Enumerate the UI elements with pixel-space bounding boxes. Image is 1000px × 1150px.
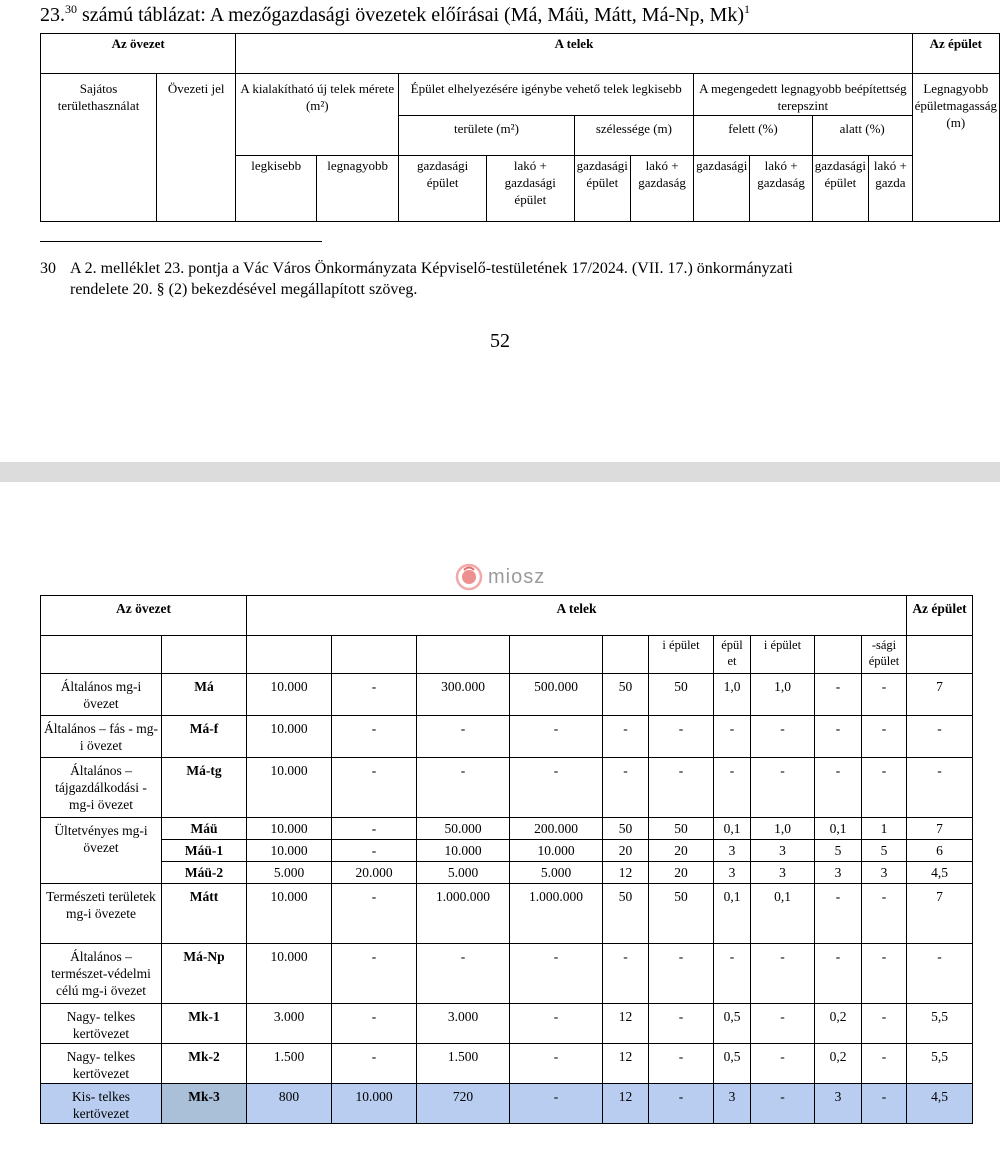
zone-code-cell: Máü-1 (162, 840, 247, 862)
value-cell: 3 (751, 840, 815, 862)
value-cell: 0,1 (751, 884, 815, 944)
value-cell: - (332, 716, 417, 758)
table-row (41, 944, 973, 1004)
value-cell: - (862, 674, 907, 716)
value-cell: - (649, 1044, 714, 1084)
footnote-line-1: A 2. melléklet 23. pontja a Vác Város Önkormányzata Képviselő-testületének 17/2024. (VII. 17.) önkormányzati (70, 260, 793, 277)
header-above-res: lakó + gazdaság (750, 156, 812, 222)
value-cell: 500.000 (510, 674, 603, 716)
watermark-text: miosz (488, 565, 546, 588)
value-cell: 1.000.000 (417, 884, 510, 944)
value-cell: 50 (603, 818, 649, 840)
value-cell: - (417, 944, 510, 1004)
subheader-cell (603, 636, 649, 674)
value-cell: 10.000 (247, 818, 332, 840)
zone-name-cell: Ültetvényes mg-i övezet (41, 818, 162, 884)
value-cell: - (862, 758, 907, 818)
value-cell: - (332, 884, 417, 944)
zone-name-cell: Általános mg-i övezet (41, 674, 162, 716)
value-cell: 3.000 (417, 1004, 510, 1044)
data-subheader-row (41, 636, 973, 674)
value-cell: - (510, 716, 603, 758)
value-cell: - (862, 1004, 907, 1044)
value-cell: 10.000 (247, 758, 332, 818)
value-cell: - (714, 758, 751, 818)
subheader-cell (907, 636, 973, 674)
header-new-plot (236, 74, 399, 156)
title-footnote-ref-2[interactable]: 1 (744, 2, 750, 16)
value-cell: 800 (247, 1084, 332, 1124)
value-cell: 10.000 (247, 840, 332, 862)
zone-code-cell: Mk-3 (162, 1084, 247, 1124)
header-farm-building: gazdasági épület (399, 156, 487, 222)
subheader-cell: i épület (649, 636, 714, 674)
value-cell: 50 (649, 674, 714, 716)
value-cell: - (751, 1084, 815, 1124)
zone-code-cell: Má-f (162, 716, 247, 758)
header-area: területe (m²) (399, 116, 574, 156)
watermark-logo-icon (454, 562, 484, 592)
subheader-cell (417, 636, 510, 674)
value-cell: - (751, 1004, 815, 1044)
value-cell: - (862, 884, 907, 944)
value-cell: - (649, 758, 714, 818)
header-above: felett (%) (694, 116, 813, 156)
header-below-res: lakó + gazda (869, 156, 913, 222)
zone-code-cell: Mk-1 (162, 1004, 247, 1044)
value-cell: - (510, 944, 603, 1004)
value-cell: - (332, 1004, 417, 1044)
header-above-farm: gazdasági (694, 156, 750, 222)
watermark (454, 562, 545, 592)
value-cell: 12 (603, 862, 649, 884)
value-cell: 12 (603, 1004, 649, 1044)
value-cell: 3 (815, 862, 862, 884)
subheader-cell (510, 636, 603, 674)
value-cell: 50 (603, 884, 649, 944)
value-cell: 5.000 (417, 862, 510, 884)
value-cell: 10.000 (247, 716, 332, 758)
value-cell: 10.000 (332, 1084, 417, 1124)
value-cell: - (603, 716, 649, 758)
subheader-cell (332, 636, 417, 674)
value-cell: 20 (649, 840, 714, 862)
value-cell: 1 (862, 818, 907, 840)
value-cell: 6 (907, 840, 973, 862)
header-largest: legnagyobb (317, 156, 399, 222)
zone-code-cell: Máü (162, 818, 247, 840)
header-land-use: Sajátos területhasználat (41, 74, 157, 222)
header-zone: Az övezet (41, 34, 236, 74)
data-table-body (41, 674, 973, 1124)
value-cell: - (649, 944, 714, 1004)
table-row (41, 818, 973, 840)
header-table (40, 33, 1000, 222)
value-cell: - (714, 944, 751, 1004)
title-text: számú táblázat: A mezőgazdasági övezetek előírásai (Má, Máü, Mátt, Má-Np, Mk) (77, 4, 744, 26)
value-cell: - (510, 1004, 603, 1044)
zone-code-cell: Mátt (162, 884, 247, 944)
zone-name-cell: Nagy- telkes kertövezet (41, 1044, 162, 1084)
title-number: 23. (40, 4, 65, 26)
zone-name-cell: Természeti területek mg-i övezete (41, 884, 162, 944)
value-cell: 0,2 (815, 1044, 862, 1084)
table-row (41, 1044, 973, 1084)
subheader-cell (162, 636, 247, 674)
value-cell: 5,5 (907, 1044, 973, 1084)
value-cell: 1,0 (751, 818, 815, 840)
value-cell: 5 (815, 840, 862, 862)
title-footnote-ref[interactable]: 30 (65, 2, 77, 16)
subheader-cell: -sági épület (862, 636, 907, 674)
footnote-divider (40, 241, 322, 242)
value-cell: - (815, 944, 862, 1004)
value-cell: 1,0 (751, 674, 815, 716)
value-cell: 5,5 (907, 1004, 973, 1044)
value-cell: 4,5 (907, 1084, 973, 1124)
value-cell: - (751, 758, 815, 818)
table-row (41, 674, 973, 716)
value-cell: 7 (907, 674, 973, 716)
value-cell: - (510, 1084, 603, 1124)
value-cell: 50 (649, 884, 714, 944)
value-cell: - (751, 944, 815, 1004)
value-cell: 50 (603, 674, 649, 716)
page-number: 52 (490, 330, 510, 352)
value-cell: - (815, 716, 862, 758)
value-cell: - (649, 1084, 714, 1124)
value-cell: - (751, 716, 815, 758)
value-cell: 5.000 (247, 862, 332, 884)
value-cell: - (603, 758, 649, 818)
value-cell: 12 (603, 1044, 649, 1084)
header-max-coverage: A megengedett legnagyobb beépítettség terepszint (694, 74, 912, 116)
value-cell: - (751, 1044, 815, 1084)
value-cell: 0,5 (714, 1044, 751, 1084)
zone-name-cell: Általános – tájgazdálkodási - mg-i övezet (41, 758, 162, 818)
value-cell: 20 (649, 862, 714, 884)
value-cell: - (907, 944, 973, 1004)
table-row (41, 758, 973, 818)
zone-name-cell: Kis- telkes kertövezet (41, 1084, 162, 1124)
value-cell: 1.500 (247, 1044, 332, 1084)
value-cell: 20 (603, 840, 649, 862)
subheader-cell: épül et (714, 636, 751, 674)
header-building: Az épület (912, 34, 999, 74)
value-cell: 10.000 (417, 840, 510, 862)
value-cell: - (332, 758, 417, 818)
value-cell: 0,2 (815, 1004, 862, 1044)
value-cell: 3 (862, 862, 907, 884)
zone-name-cell: Általános – fás - mg-i övezet (41, 716, 162, 758)
subheader-cell (815, 636, 862, 674)
value-cell: 50 (649, 818, 714, 840)
table-row (41, 862, 973, 884)
header-width: szélessége (m) (574, 116, 693, 156)
value-cell: 1.000.000 (510, 884, 603, 944)
header-plot: A telek (236, 34, 912, 74)
value-cell: - (649, 1004, 714, 1044)
data-table (40, 595, 973, 1124)
zone-name-cell: Általános – természet-védelmi célú mg-i övezet (41, 944, 162, 1004)
value-cell: - (332, 944, 417, 1004)
value-cell: - (862, 1044, 907, 1084)
value-cell: 3 (714, 840, 751, 862)
value-cell: - (862, 1084, 907, 1124)
value-cell: 7 (907, 884, 973, 944)
value-cell: 4,5 (907, 862, 973, 884)
value-cell: 0,5 (714, 1004, 751, 1044)
value-cell: - (417, 758, 510, 818)
value-cell: 5 (862, 840, 907, 862)
zone-code-cell: Má (162, 674, 247, 716)
value-cell: - (417, 716, 510, 758)
value-cell: 10.000 (247, 884, 332, 944)
value-cell: - (510, 758, 603, 818)
page-separator (0, 462, 1000, 482)
value-cell: - (332, 1044, 417, 1084)
value-cell: 10.000 (247, 674, 332, 716)
value-cell: - (815, 884, 862, 944)
value-cell: 3 (714, 1084, 751, 1124)
header-min-plot: Épület elhelyezésére igénybe vehető telek legkisebb (399, 74, 694, 116)
table-row (41, 716, 973, 758)
zone-code-cell: Má-Np (162, 944, 247, 1004)
value-cell: 3.000 (247, 1004, 332, 1044)
header-below-farm: gazdasági épület (812, 156, 868, 222)
footnote-number: 30 (40, 260, 56, 277)
value-cell: - (603, 944, 649, 1004)
data-header-plot: A telek (247, 596, 907, 636)
header-below: alatt (%) (812, 116, 912, 156)
value-cell: 0,1 (714, 884, 751, 944)
new-plot-label: A kialakítható új telek mérete (240, 81, 395, 96)
value-cell: - (714, 716, 751, 758)
value-cell: - (332, 674, 417, 716)
value-cell: 12 (603, 1084, 649, 1124)
value-cell: - (815, 674, 862, 716)
data-header-building: Az épület (907, 596, 973, 636)
header-width-res: lakó + gazdaság (630, 156, 693, 222)
value-cell: 10.000 (247, 944, 332, 1004)
table-title (40, 4, 750, 27)
value-cell: - (332, 818, 417, 840)
subheader-cell (41, 636, 162, 674)
value-cell: 720 (417, 1084, 510, 1124)
subheader-cell: i épület (751, 636, 815, 674)
zone-code-cell: Máü-2 (162, 862, 247, 884)
value-cell: 3 (815, 1084, 862, 1124)
table-row (41, 1084, 973, 1124)
header-zone-code: Övezeti jel (157, 74, 236, 222)
value-cell: 3 (751, 862, 815, 884)
value-cell: 0,1 (815, 818, 862, 840)
value-cell: - (862, 944, 907, 1004)
zone-name-cell: Nagy- telkes kertövezet (41, 1004, 162, 1044)
table-row (41, 884, 973, 944)
header-smallest: legkisebb (236, 156, 317, 222)
document-page-1 (0, 0, 1000, 460)
value-cell: 10.000 (510, 840, 603, 862)
zone-code-cell: Má-tg (162, 758, 247, 818)
value-cell: 7 (907, 818, 973, 840)
header-max-height: Legnagyobb épületmagasság (m) (912, 74, 999, 222)
value-cell: - (649, 716, 714, 758)
value-cell: - (815, 758, 862, 818)
value-cell: 50.000 (417, 818, 510, 840)
header-res-farm-building: lakó + gazdasági épület (486, 156, 574, 222)
document-page-2 (0, 482, 1000, 1150)
subheader-cell (247, 636, 332, 674)
value-cell: - (510, 1044, 603, 1084)
value-cell: 300.000 (417, 674, 510, 716)
table-row (41, 1004, 973, 1044)
value-cell: 1.500 (417, 1044, 510, 1084)
header-width-farm: gazdasági épület (574, 156, 630, 222)
footnote-line-2: rendelete 20. § (2) bekezdésével megállapított szöveg. (70, 281, 418, 298)
value-cell: 5.000 (510, 862, 603, 884)
value-cell: - (907, 716, 973, 758)
table-row (41, 840, 973, 862)
value-cell: 1,0 (714, 674, 751, 716)
value-cell: 3 (714, 862, 751, 884)
data-header-zone: Az övezet (41, 596, 247, 636)
value-cell: - (862, 716, 907, 758)
footnote (40, 258, 990, 300)
value-cell: - (332, 840, 417, 862)
value-cell: 20.000 (332, 862, 417, 884)
value-cell: - (907, 758, 973, 818)
value-cell: 0,1 (714, 818, 751, 840)
value-cell: 200.000 (510, 818, 603, 840)
zone-code-cell: Mk-2 (162, 1044, 247, 1084)
new-plot-unit: (m²) (305, 98, 329, 113)
